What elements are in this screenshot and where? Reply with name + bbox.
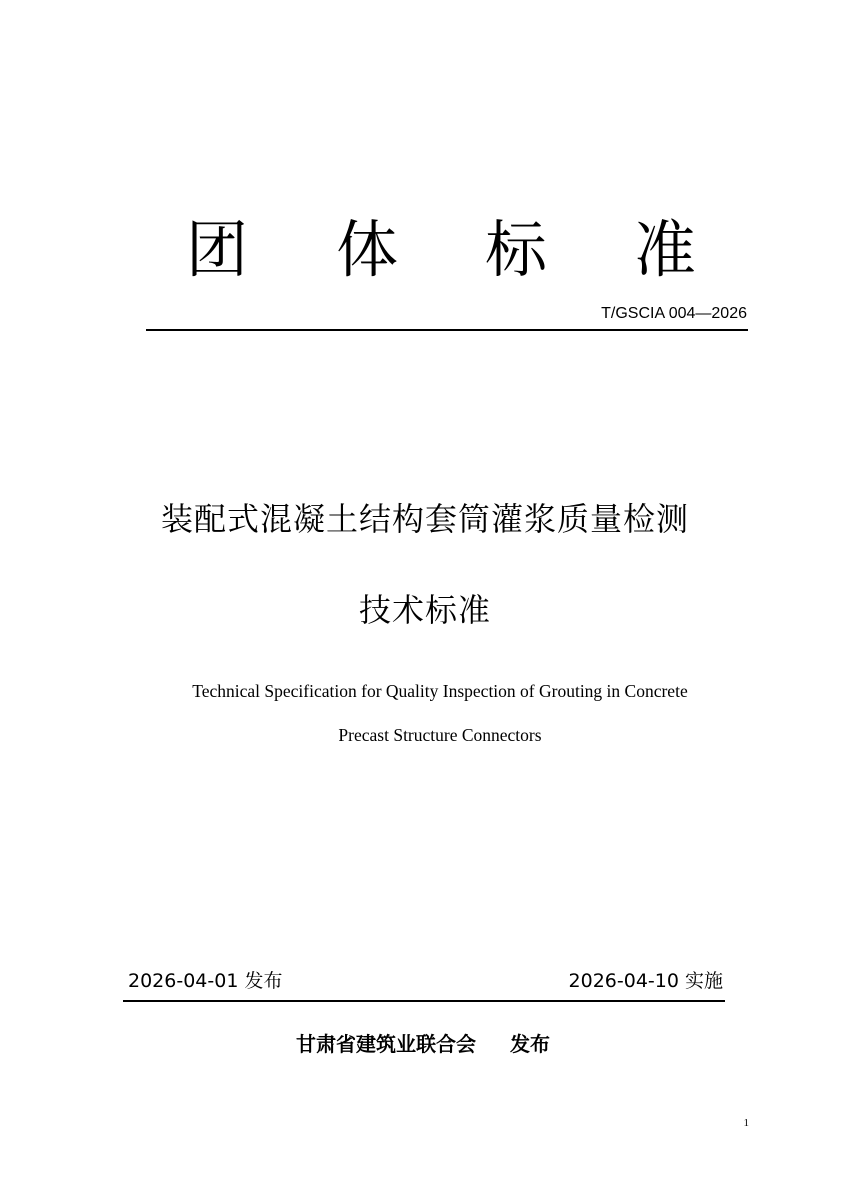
title-chinese-line-2: 技术标准: [358, 591, 491, 629]
page-number: 1: [743, 1117, 749, 1129]
publisher-action: 发布: [510, 1032, 550, 1056]
footer-divider: [123, 1000, 725, 1002]
standard-type-char: 体: [336, 213, 399, 286]
publisher-name: 甘肃省建筑业联合会: [296, 1032, 476, 1056]
standard-type-char: 准: [634, 213, 697, 286]
standard-code: T/GSCIA 004—2026: [601, 305, 747, 322]
publish-date: 2026-04-01 发布: [128, 970, 283, 992]
title-english-line-1: Technical Specification for Quality Inspection of Grouting in Concrete: [192, 681, 688, 701]
header-divider: [146, 329, 748, 331]
standard-type-heading: [0, 210, 850, 290]
title-english-line-2: Precast Structure Connectors: [338, 725, 542, 745]
implement-date: 2026-04-10 实施: [568, 970, 723, 992]
standard-type-char: 标: [485, 213, 548, 286]
publisher-line: [296, 1029, 550, 1059]
title-chinese-line-1: 装配式混凝土结构套筒灌浆质量检测: [160, 500, 689, 538]
standard-type-char: 团: [186, 213, 249, 286]
